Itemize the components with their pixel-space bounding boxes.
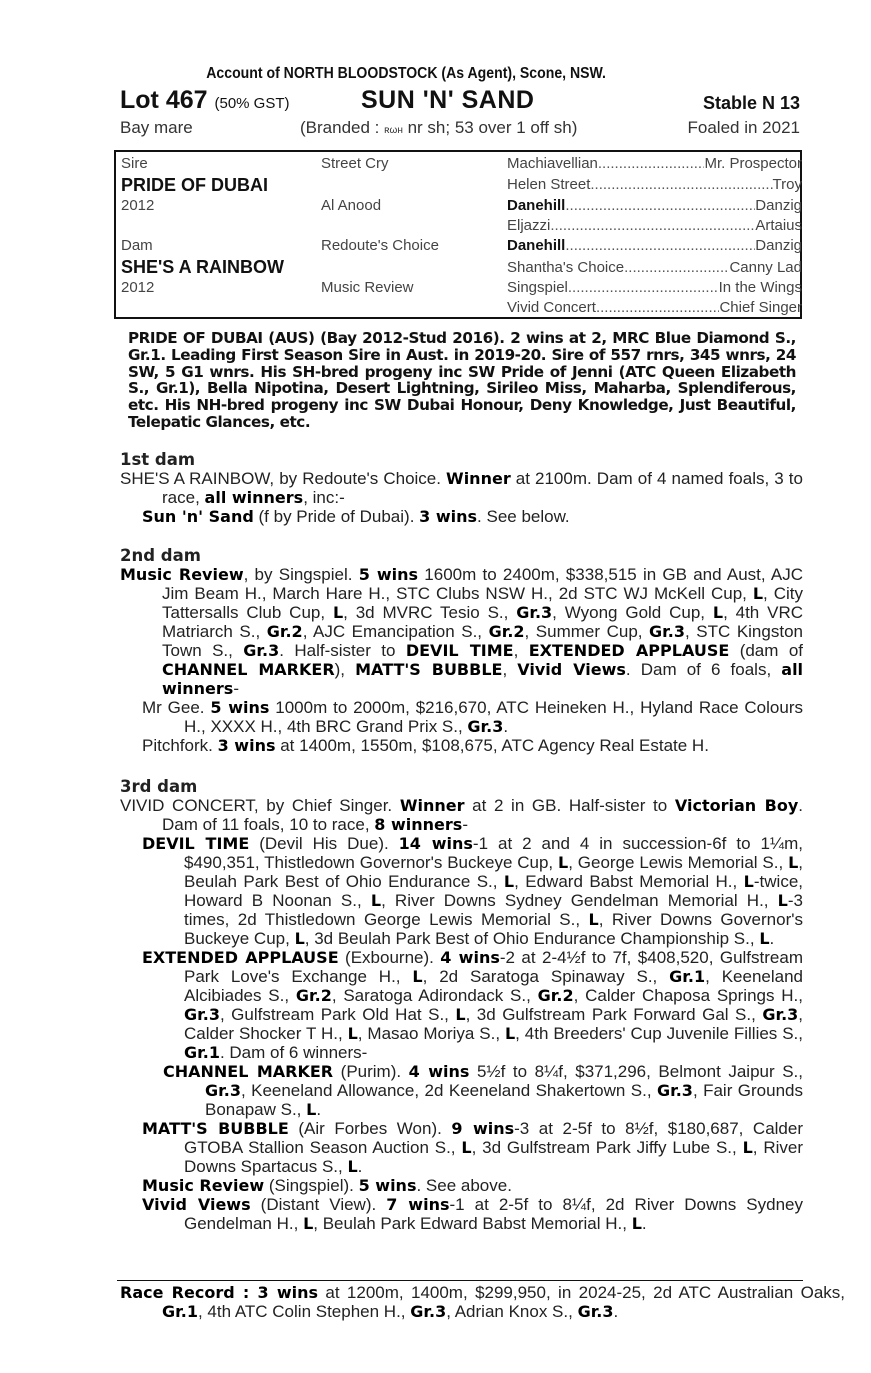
horse-name: SUN 'N' SAND: [361, 86, 535, 114]
grandparent-sire: In the Wings: [718, 279, 802, 296]
bold-text: Gr.3: [243, 641, 280, 660]
bold-text: Gr.1: [162, 1302, 198, 1321]
brand-suffix: nr sh; 53 over 1 off sh): [402, 118, 578, 137]
bold-text: L: [788, 853, 799, 872]
section-heading: 3rd dam: [120, 777, 198, 796]
race-record: Race Record : 3 wins at 1200m, 1400m, $299,950, in 2024-25, 2d ATC Australian Oaks, Gr.1, 4th ATC Colin Stephen H., Gr.3, Adrian Knox S., Gr.3.: [120, 1283, 845, 1321]
first-dam-section: [120, 450, 803, 526]
bold-text: Gr.3: [656, 1081, 693, 1100]
vendor-account: Account of NORTH BLOODSTOCK (As Agent), Scone, NSW.: [206, 65, 606, 82]
bold-text: L: [759, 929, 770, 948]
grandparent-sire: Danzig: [755, 197, 802, 214]
grandparent-row: [507, 197, 802, 214]
bold-text: MATT'S BUBBLE: [355, 660, 503, 679]
progeny-entry: CHANNEL MARKER (Purim). 4 wins 5½f to 8¼f, $371,296, Belmont Jaipur S., Gr.3, Keeneland Allowance, 2d Keeneland Shakertown S., Gr.3, Fair Grounds Bonapaw S., L.: [163, 1062, 803, 1119]
grandparent-sire: Mr. Prospector: [704, 155, 802, 172]
stable-number: Stable N 13: [702, 93, 800, 113]
bold-text: Gr.2: [295, 986, 332, 1005]
bold-text: Gr.3: [467, 717, 504, 736]
bold-text: Gr.3: [577, 1302, 614, 1321]
bold-text: L: [347, 1157, 358, 1176]
lot-number: [120, 86, 290, 115]
bold-text: L: [777, 891, 788, 910]
bold-text: EXTENDED APPLAUSE: [528, 641, 730, 660]
bold-text: L: [412, 967, 423, 986]
bold-text: Gr.1: [184, 1043, 220, 1062]
progeny-entry: EXTENDED APPLAUSE (Exbourne). 4 wins-2 at 2-4½f to 7f, $408,520, Gulfstream Park Love's Exchange H., L, 2d Saratoga Spinaway S., Gr.1, Keeneland Alcibiades S., Gr.2, Saratoga Adirondack S., Gr.2, Calder Chaposa Springs H., Gr.3, Gulfstream Park Old Hat S., L, 3d Gulfstream Park Forward Gal S., Gr.3, Calder Shocker T H., L, Masao Moriya S., L, 4th Breeders' Cup Juvenile Fillies S., Gr.1. Dam of 6 winners-: [142, 948, 804, 1062]
sire-label: Sire: [121, 155, 148, 172]
grandparent-name: Machiavellian: [507, 155, 598, 172]
bold-text: 4 wins: [408, 1062, 470, 1081]
progeny-entry: Sun 'n' Sand (f by Pride of Dubai). 3 wins. See below.: [142, 507, 570, 526]
bold-text: L: [455, 1005, 466, 1024]
bold-text: Race Record : 3 wins: [120, 1283, 319, 1302]
bold-text: Sun 'n' Sand: [142, 507, 254, 526]
gst-note: (50% GST): [214, 95, 290, 112]
bold-text: Gr.2: [488, 622, 525, 641]
sire-summary: PRIDE OF DUBAI (AUS) (Bay 2012-Stud 2016). 2 wins at 2, MRC Blue Diamond S., Gr.1. Leading First Season Sire in Aust. in 2019-20. Sire of 557 rnrs, 345 wnrs, 24 SW, 5 G1 wnrs. His SH-bred progeny inc SW Pride of Jenni (ATC Queen Elizabeth S., Gr.1), Bella Nipotina, Desert Lightning, Sirileo Miss, Maharba, Splendiferous, etc. His NH-bred progeny inc SW Dubai Honour, Deny Knowledge, Just Beautiful, Telepatic Glances, etc.: [128, 329, 796, 431]
bold-text: Winner: [446, 469, 511, 488]
bold-text: Gr.2: [537, 986, 574, 1005]
bold-text: Gr.3: [762, 1005, 799, 1024]
grandparent-name: Danehill: [507, 237, 566, 254]
bold-text: 5 wins: [358, 1176, 417, 1195]
dam-paragraph: VIVID CONCERT, by Chief Singer. Winner at 2 in GB. Half-sister to Victorian Boy. Dam of 11 foals, 10 to race, 8 winners-: [120, 796, 803, 834]
bold-text: L: [303, 1214, 314, 1233]
progeny-entry: Vivid Views (Distant View). 7 wins-1 at 2-5f to 8¼f, 2d River Downs Sydney Gendelman H., L, Beulah Park Edward Babst Memorial H., L.: [142, 1195, 804, 1233]
dam-paragraph: Music Review, by Singspiel. 5 wins 1600m to 2400m, $338,515 in GB and Aust, AJC Jim Beam H., March Hare H., STC Clubs NSW H., 2d STC WJ McKell Cup, L, City Tattersalls Club Cup, L, 3d MVRC Tesio S., Gr.3, Wyong Gold Cup, L, 4th VRC Matriarch S., Gr.2, AJC Emancipation S., Gr.2, Summer Cup, Gr.3, STC Kingston Town S., Gr.3. Half-sister to DEVIL TIME, EXTENDED APPLAUSE (dam of CHANNEL MARKER), MATT'S BUBBLE, Vivid Views. Dam of 6 foals, all winners-: [120, 565, 804, 698]
grandparent-row: [507, 176, 802, 193]
bold-text: Vivid Views: [142, 1195, 251, 1214]
bold-text: L: [752, 584, 764, 603]
bold-text: Music Review: [142, 1176, 265, 1195]
bold-text: Gr.3: [410, 1302, 447, 1321]
bold-text: Gr.3: [516, 603, 553, 622]
bold-text: 4 wins: [440, 948, 500, 967]
progeny-entry: DEVIL TIME (Devil His Due). 14 wins-1 at 2 and 4 in succession-6f to 1¼m, $490,351, Thistledown Governor's Buckeye Cup, L, George Lewis Memorial S., L, Beulah Park Best of Ohio Endurance S., L, Edward Babst Memorial H., L-twice, Howard B Noonan S., L, River Downs Sydney Gendelman Memorial H., L-3 times, 2d Thistledown George Lewis Memorial S., L, River Downs Governor's Buckeye Cup, L, 3d Beulah Park Best of Ohio Endurance Championship S., L.: [142, 834, 803, 948]
bold-text: MATT'S BUBBLE: [142, 1119, 289, 1138]
bold-text: Vivid Views: [517, 660, 626, 679]
section-heading: 1st dam: [120, 450, 196, 469]
bold-text: L: [332, 603, 344, 622]
parent-dam-dam: Music Review: [321, 279, 414, 296]
parent-sire-dam: Al Anood: [321, 197, 382, 214]
bold-text: L: [306, 1100, 317, 1119]
third-dam-section: [120, 777, 803, 1233]
bold-text: 5 wins: [358, 565, 419, 584]
dam-label: Dam: [121, 237, 153, 254]
grandparent-name: Vivid Concert: [507, 299, 596, 316]
bold-text: L: [742, 1138, 753, 1157]
dam-name: SHE'S A RAINBOW: [121, 257, 284, 277]
grandparent-row: [507, 279, 802, 296]
grandparent-row: [507, 155, 802, 172]
grandparent-sire: Troy: [772, 176, 802, 193]
bold-text: L: [743, 872, 754, 891]
bold-text: L: [588, 910, 599, 929]
grandparent-name: Danehill: [507, 197, 566, 214]
bold-text: L: [712, 603, 724, 622]
dam-paragraph: SHE'S A RAINBOW, by Redoute's Choice. Winner at 2100m. Dam of 4 named foals, 3 to race, all winners, inc:-: [120, 469, 803, 507]
grandparent-row: [507, 299, 802, 316]
bold-text: Winner: [399, 796, 465, 815]
bold-text: all winners: [204, 488, 304, 507]
progeny-entry: MATT'S BUBBLE (Air Forbes Won). 9 wins-3 at 2-5f to 8½f, $180,687, Calder GTOBA Stallion Season Auction S., L, 3d Gulfstream Park Jiffy Lube S., L, River Downs Spartacus S., L.: [142, 1119, 804, 1176]
bold-text: EXTENDED APPLAUSE: [142, 948, 339, 967]
grandparent-name: Singspiel: [507, 279, 568, 296]
bold-text: 5 wins: [210, 698, 270, 717]
grandparent-sire: Canny Lad: [729, 259, 802, 276]
bold-text: 14 wins: [398, 834, 473, 853]
bold-text: L: [294, 929, 305, 948]
bold-text: Victorian Boy: [674, 796, 799, 815]
sire-name: PRIDE OF DUBAI: [121, 175, 269, 195]
bold-text: DEVIL TIME: [405, 641, 514, 660]
horse-sex: Bay mare: [120, 118, 193, 137]
bold-text: CHANNEL MARKER: [162, 660, 335, 679]
bold-text: L: [503, 872, 515, 891]
bold-text: Gr.3: [184, 1005, 220, 1024]
brand-prefix: (Branded :: [300, 118, 385, 137]
bold-text: 8 winners: [374, 815, 463, 834]
grandparent-name: Eljazzi: [507, 217, 551, 234]
bold-text: 7 wins: [386, 1195, 450, 1214]
grandparent-sire: Chief Singer: [719, 299, 802, 316]
foaled-year: Foaled in 2021: [687, 118, 800, 137]
dam-year: 2012: [121, 279, 155, 296]
bold-text: DEVIL TIME: [142, 834, 250, 853]
grandparent-name: Shantha's Choice: [507, 259, 625, 276]
bold-text: Gr.3: [649, 622, 685, 641]
grandparent-row: [507, 237, 802, 254]
progeny-entry: Mr Gee. 5 wins 1000m to 2000m, $216,670, ATC Heineken H., Hyland Race Colours H., XXXX H., 4th BRC Grand Prix S., Gr.3.: [142, 698, 803, 736]
second-dam-section: [120, 546, 803, 755]
pedigree-table: [114, 150, 802, 319]
brand-description: [300, 118, 577, 138]
bold-text: CHANNEL MARKER: [163, 1062, 334, 1081]
bold-text: L: [558, 853, 569, 872]
bold-text: Gr.1: [669, 967, 706, 986]
sire-year: 2012: [121, 197, 155, 214]
parent-dam-sire: Redoute's Choice: [321, 237, 439, 254]
bold-text: Gr.3: [205, 1081, 241, 1100]
grandparent-row: [507, 217, 802, 234]
grandparent-sire: Artaius: [755, 217, 802, 234]
lot-label: Lot 467: [120, 86, 208, 114]
grandparent-row: [507, 259, 802, 276]
progeny-entry: Music Review (Singspiel). 5 wins. See above.: [142, 1176, 512, 1195]
bold-text: 3 wins: [419, 507, 478, 526]
bold-text: Music Review: [120, 565, 244, 584]
divider: [117, 1280, 803, 1281]
bold-text: L: [504, 1024, 516, 1043]
grandparent-name: Helen Street: [507, 176, 591, 193]
bold-text: L: [347, 1024, 358, 1043]
bold-text: 9 wins: [451, 1119, 515, 1138]
brand-mark: ʀωʜ: [384, 125, 403, 136]
parent-sire-sire: Street Cry: [321, 155, 389, 172]
section-heading: 2nd dam: [120, 546, 201, 565]
bold-text: all winners: [162, 660, 804, 698]
bold-text: L: [370, 891, 382, 910]
bold-text: Gr.2: [266, 622, 303, 641]
bold-text: 3 wins: [217, 736, 276, 755]
bold-text: L: [631, 1214, 642, 1233]
bold-text: L: [461, 1138, 472, 1157]
grandparent-sire: Danzig: [755, 237, 802, 254]
progeny-entry: Pitchfork. 3 wins at 1400m, 1550m, $108,675, ATC Agency Real Estate H.: [142, 736, 709, 755]
